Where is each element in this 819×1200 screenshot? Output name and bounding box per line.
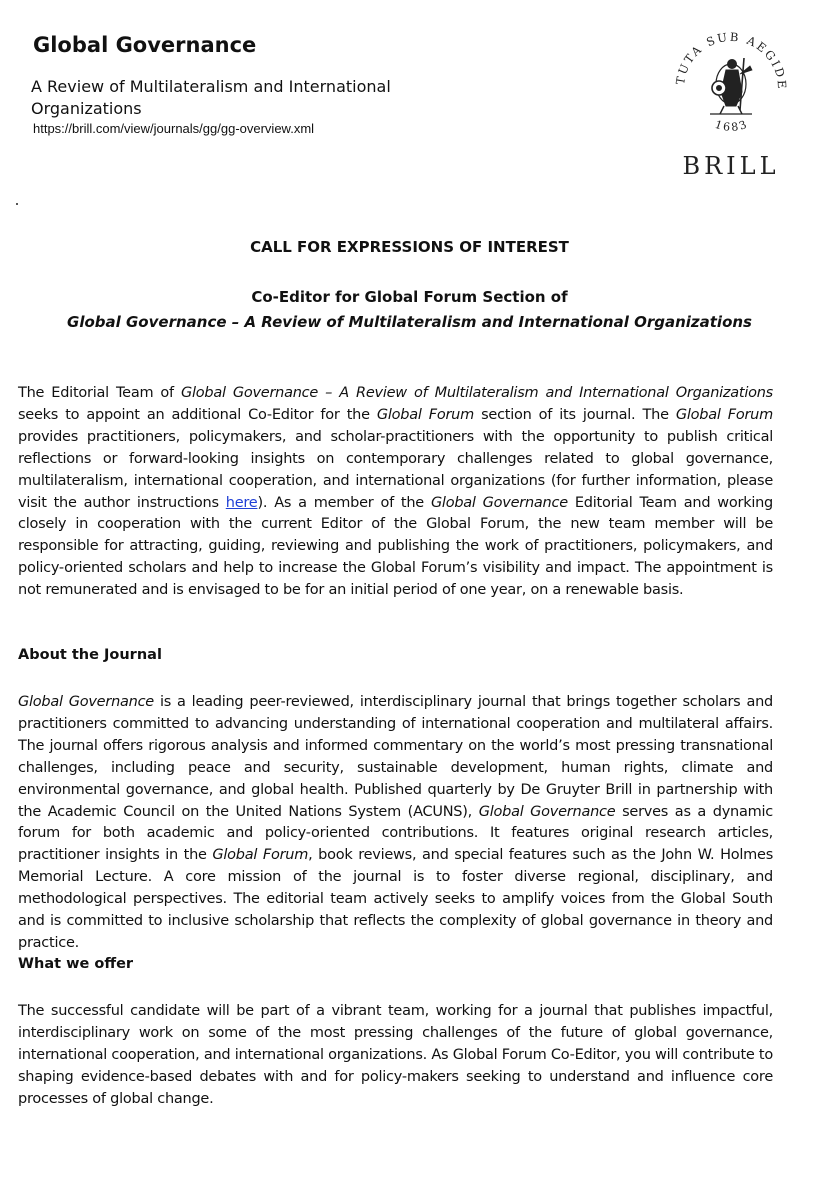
intro-text: seeks to appoint an additional Co-Editor for the [18,406,377,423]
intro-text: Editorial Team and working closely in cooperation with the current Editor of the Global Forum, the new team member will be responsible for attracting, guiding, reviewing and publishing the work of practitioners, policymakers, and policy-oriented scholars and help to increase the Global Forum’s visibility and impact. The appointment is not remunerated and is envisaged to be for an initial period of one year, on a renewable basis. [18,494,774,599]
about-journal-name: Global Governance [478,803,616,820]
intro-text: ). As a member of the [257,494,431,511]
svg-text:1683 [713,117,750,134]
author-instructions-link[interactable]: here [225,494,258,511]
stray-mark [16,203,18,205]
pallas-seal-icon [666,22,796,150]
journal-url[interactable]: https://brill.com/view/journals/gg/gg-overview.xml [33,121,315,136]
offer-paragraph: The successful candidate will be part of a vibrant team, working for a journal that publishes impactful, interdisciplinary work on some of the most pressing challenges of the future of global governance, international cooperation, and international organizations. As Global Forum Co-Editor, you will contribute to shaping evidence-based debates with and for policy-makers seeking to understand and influence core processes of global change. [18,1003,773,1107]
call-title: CALL FOR EXPRESSIONS OF INTEREST [250,238,569,256]
journal-title: Global Governance [33,33,257,57]
about-paragraph [18,692,773,955]
pallas-figure-icon [710,58,752,114]
intro-journal-short: Global Governance [430,494,568,511]
brill-wordmark: BRILL [682,152,780,180]
intro-journal-name: Global Governance – A Review of Multilateralism and International Organizations [181,385,773,401]
about-text: , book reviews, and special features such as the John W. Holmes Memorial Lecture. A core mission of the journal is to foster diverse regional, disciplinary, and methodological perspectives. The editorial team actively seeks to amplify voices from the Global South and is committed to inclusive scholarship that reflects the complexity of global governance in theory and practice. [18,847,774,951]
brill-logo [666,22,796,190]
about-text: is a leading peer-reviewed, interdisciplinary journal that brings together scholars and practitioners committed to advancing understanding of international cooperation and multilateral affairs. The journal offers rigorous analysis and informed commentary on the world’s most pressing transnational challenges, including peace and security, sustainable development, human rights, climate and environmental governance, and global health. Published quarterly by De Gruyter Brill in partnership with the Academic Council on the United Nations System (ACUNS), [18,694,773,820]
about-forum-name: Global Forum [212,847,309,864]
intro-forum-name: Global Forum [376,406,474,423]
seal-year: 1683 [713,117,751,135]
about-heading: About the Journal [18,647,162,663]
journal-subtitle: A Review of Multilateralism and International Organizations [31,77,391,118]
about-text: serves as a dynamic forum for both academic and policy-oriented contributions. It features original research articles, practitioner insights in the [18,803,774,864]
position-line: Co-Editor for Global Forum Section of [251,288,568,306]
about-journal-name: Global Governance [18,694,154,710]
intro-text: provides practitioners, policymakers, and scholar-practitioners with the opportunity to publish critical reflections or forward-looking insights on contemporary challenges related to global governance, multilateralism, international cooperation, and international organizations (for further information, please visit the author instructions [18,428,773,511]
seal-motto: TUTA SUB AEGIDE [672,29,790,91]
offer-heading: What we offer [18,956,134,972]
intro-text: The Editorial Team of [18,385,181,401]
intro-text: section of its journal. The [473,406,676,423]
intro-forum-name: Global Forum [675,406,773,423]
intro-paragraph [18,383,773,602]
journal-full-title: Global Governance – A Review of Multilateralism and International Organizations [67,313,752,331]
